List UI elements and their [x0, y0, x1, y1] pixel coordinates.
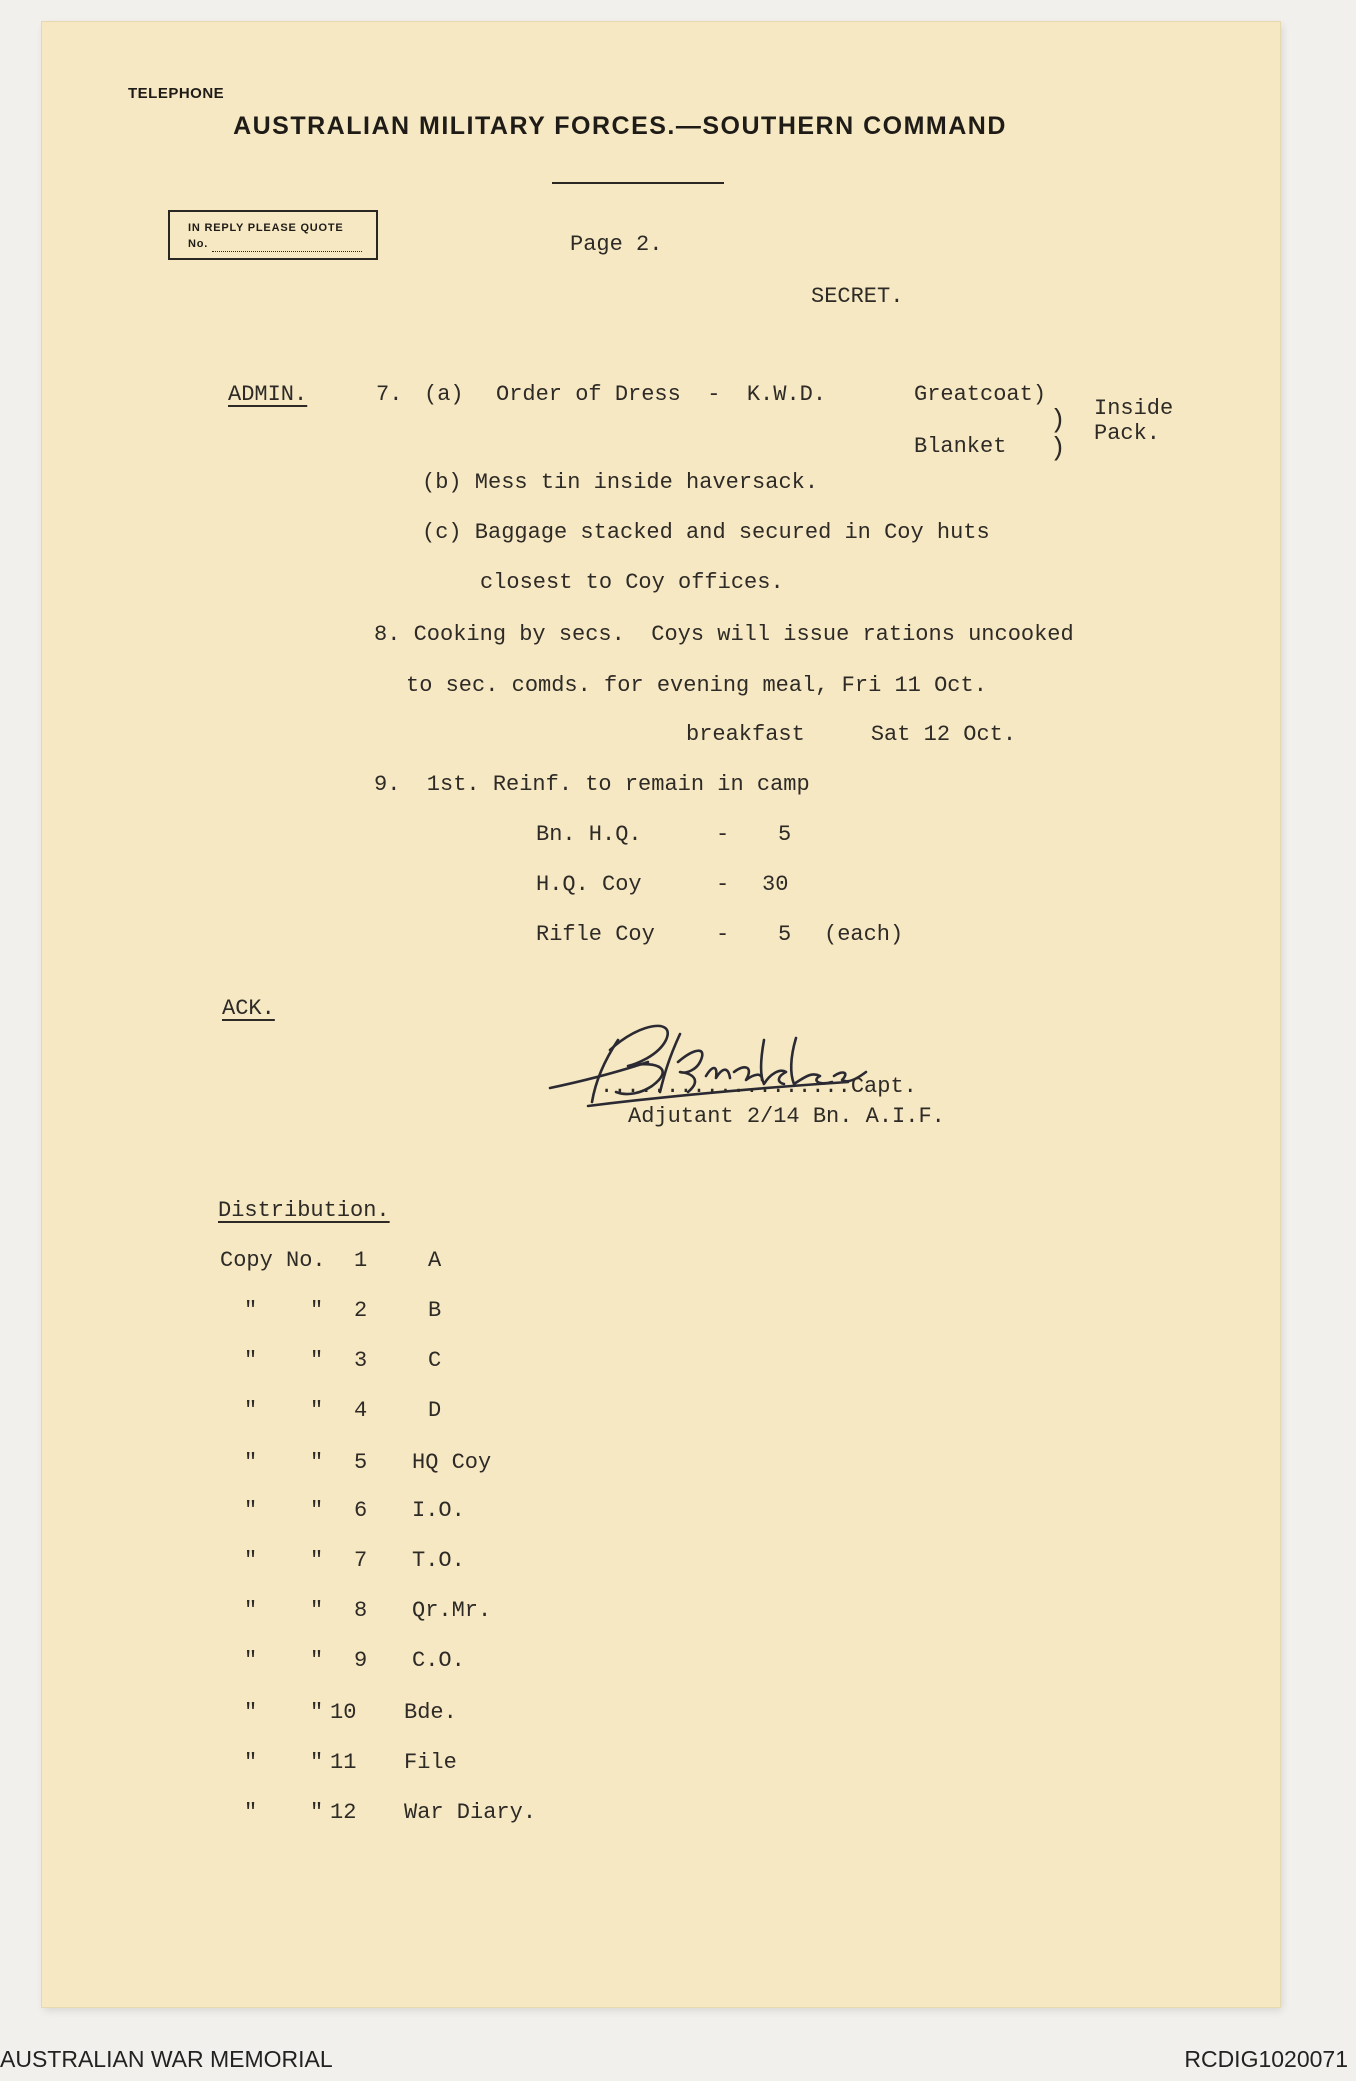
- copy-recipient: D: [428, 1398, 442, 1423]
- classification: SECRET.: [811, 284, 904, 309]
- copy-no-label: Copy No.: [220, 1248, 326, 1273]
- ditto-marks: " ": [244, 1450, 324, 1475]
- ditto-marks: " ": [244, 1498, 324, 1523]
- copy-recipient: Bde.: [404, 1700, 457, 1725]
- copy-recipient: File: [404, 1750, 457, 1775]
- ditto-marks: " ": [244, 1648, 324, 1673]
- letterhead-title: AUSTRALIAN MILITARY FORCES.—SOUTHERN COMMAND: [233, 112, 1007, 140]
- item-7b: (b) Mess tin inside haversack.: [422, 470, 819, 495]
- item-7-number: 7.: [376, 382, 403, 407]
- copy-number: 9: [354, 1648, 368, 1673]
- ditto-marks: " ": [244, 1548, 324, 1573]
- reinf-unit: Bn. H.Q.: [536, 822, 642, 847]
- ditto-marks: " ": [244, 1598, 324, 1623]
- distribution-heading: Distribution.: [218, 1198, 390, 1223]
- reply-quote-label: IN REPLY PLEASE QUOTE: [188, 222, 344, 234]
- copy-recipient: A: [428, 1248, 442, 1273]
- copy-number: 1: [354, 1248, 368, 1273]
- copy-number: 12: [330, 1800, 357, 1825]
- reinf-dash: -: [716, 822, 730, 847]
- copy-recipient: War Diary.: [404, 1800, 537, 1825]
- ditto-marks: " ": [244, 1700, 324, 1725]
- copy-recipient: I.O.: [412, 1498, 465, 1523]
- item-8-line3: breakfast Sat 12 Oct.: [686, 722, 1017, 747]
- copy-number: 11: [330, 1750, 357, 1775]
- reply-no-label: No.: [188, 238, 209, 250]
- inside-text: Inside: [1094, 396, 1174, 421]
- ditto-marks: " ": [244, 1398, 324, 1423]
- ack-heading: ACK.: [222, 996, 275, 1021]
- footer-record-id: RCDIG1020071: [1184, 2046, 1348, 2072]
- reinf-number: 30: [762, 872, 789, 897]
- signatory-title: Adjutant 2/14 Bn. A.I.F.: [628, 1104, 945, 1129]
- item-9: 9. 1st. Reinf. to remain in camp: [374, 772, 810, 797]
- reinf-unit: Rifle Coy: [536, 922, 655, 947]
- copy-number: 7: [354, 1548, 368, 1573]
- item-7c-line2: closest to Coy offices.: [480, 570, 784, 595]
- copy-number: 8: [354, 1598, 368, 1623]
- reinf-number: 5: [778, 922, 792, 947]
- page-number: Page 2.: [570, 232, 663, 257]
- footer-archive-name: AUSTRALIAN WAR MEMORIAL: [0, 2046, 333, 2072]
- reinf-number: 5: [778, 822, 792, 847]
- copy-number: 2: [354, 1298, 368, 1323]
- pack-text: Pack.: [1094, 421, 1161, 446]
- copy-recipient: HQ Coy: [412, 1450, 492, 1475]
- copy-number: 5: [354, 1450, 368, 1475]
- reinf-note: (each): [824, 922, 904, 947]
- copy-recipient: C.O.: [412, 1648, 465, 1673]
- greatcoat-text: Greatcoat): [914, 382, 1047, 407]
- reinf-dash: -: [716, 872, 730, 897]
- ditto-marks: " ": [244, 1750, 324, 1775]
- copy-recipient: B: [428, 1298, 442, 1323]
- copy-recipient: C: [428, 1348, 442, 1373]
- item-8-line2: to sec. comds. for evening meal, Fri 11 Oct.: [406, 673, 987, 698]
- reinf-dash: -: [716, 922, 730, 947]
- copy-recipient: T.O.: [412, 1548, 465, 1573]
- item-8-line1: 8. Cooking by secs. Coys will issue rations uncooked: [374, 622, 1074, 647]
- signature-dotted-line: ...................Capt.: [600, 1074, 917, 1099]
- ditto-marks: " ": [244, 1800, 324, 1825]
- reinf-unit: H.Q. Coy: [536, 872, 642, 897]
- item-7a-label: (a): [424, 382, 464, 407]
- item-7a-text: Order of Dress - K.W.D.: [496, 382, 827, 407]
- reply-quote-box: [168, 210, 378, 260]
- bracket-mark: ): [1050, 433, 1066, 463]
- copy-number: 3: [354, 1348, 368, 1373]
- item-7c-line1: (c) Baggage stacked and secured in Coy huts: [422, 520, 990, 545]
- copy-number: 10: [330, 1700, 357, 1725]
- copy-number: 4: [354, 1398, 368, 1423]
- reply-no-dotted-line: [212, 251, 362, 252]
- ditto-marks: " ": [244, 1348, 324, 1373]
- copy-number: 6: [354, 1498, 368, 1523]
- letterhead-rule: [552, 182, 724, 184]
- blanket-text: Blanket: [914, 434, 1007, 459]
- copy-recipient: Qr.Mr.: [412, 1598, 492, 1623]
- admin-heading: ADMIN.: [228, 382, 308, 407]
- telephone-label: TELEPHONE: [128, 85, 225, 102]
- ditto-marks: " ": [244, 1298, 324, 1323]
- bracket-mark: ): [1050, 405, 1066, 435]
